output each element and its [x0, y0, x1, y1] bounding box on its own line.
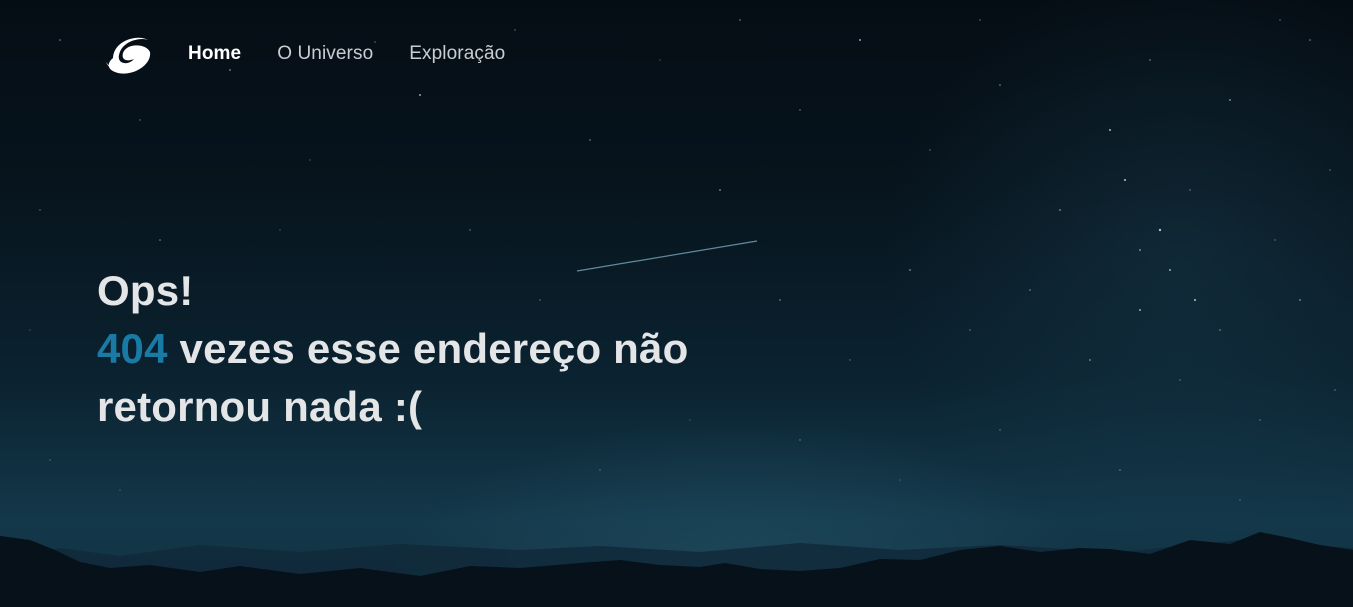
- nav-link-o-universo[interactable]: O Universo: [277, 43, 374, 64]
- error-code: 404: [97, 325, 168, 372]
- heading-line-2-text: vezes esse endereço não: [167, 325, 689, 372]
- error-message-heading: [97, 262, 817, 436]
- swirl-logo-icon[interactable]: [100, 28, 154, 80]
- nav-link-home[interactable]: Home: [188, 43, 242, 64]
- top-navigation: [100, 28, 541, 80]
- heading-line-ops: Ops!: [97, 267, 194, 314]
- nav-link-exploracao[interactable]: Exploração: [409, 43, 506, 64]
- heading-line-3: retornou nada :(: [97, 383, 423, 430]
- heading-line-2: [97, 320, 817, 378]
